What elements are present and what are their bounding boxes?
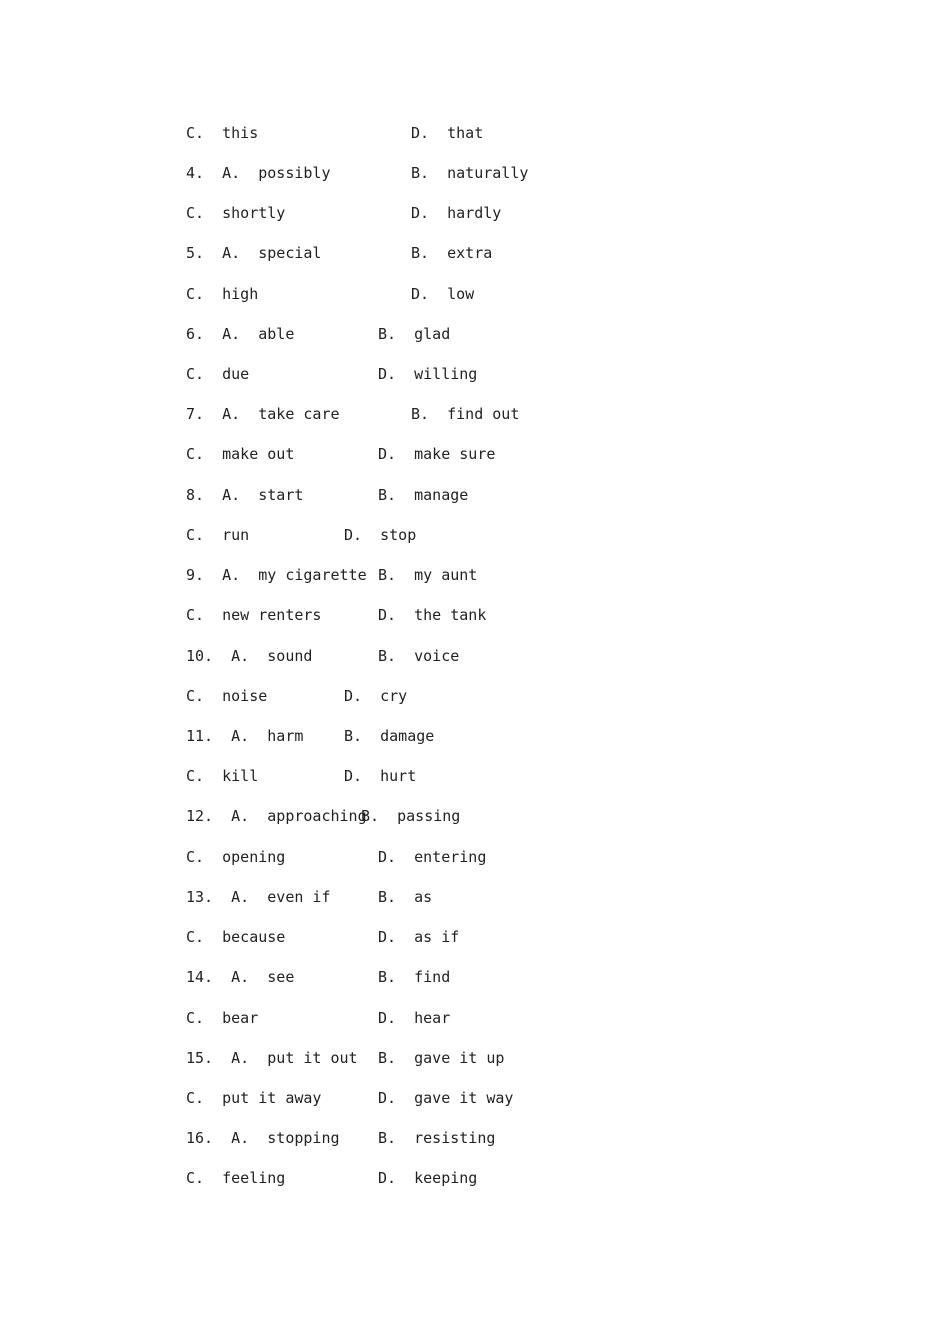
option-left: C. feeling (186, 1169, 286, 1187)
option-line-23 (186, 1008, 451, 1028)
option-line-21 (186, 927, 460, 947)
option-left: C. make out (186, 445, 295, 463)
option-right: B. find out (411, 405, 520, 423)
option-line-24 (186, 1048, 505, 1068)
option-right: B. damage (344, 727, 435, 745)
option-line-6 (186, 324, 451, 344)
option-right: B. manage (378, 486, 469, 504)
option-left: C. noise (186, 687, 268, 705)
option-line-19 (186, 847, 487, 867)
option-line-13 (186, 605, 487, 625)
option-left: 15. A. put it out (186, 1049, 358, 1067)
option-left: C. put it away (186, 1089, 322, 1107)
option-left: C. new renters (186, 606, 322, 624)
option-left: 9. A. my cigarette (186, 566, 367, 584)
option-line-9 (186, 444, 496, 464)
option-line-25 (186, 1088, 514, 1108)
option-right: B. naturally (411, 164, 529, 182)
option-left: 11. A. harm (186, 727, 304, 745)
option-line-27 (186, 1168, 478, 1188)
option-right: B. glad (378, 325, 451, 343)
option-right: D. cry (344, 687, 408, 705)
option-right: D. hardly (411, 204, 502, 222)
option-right: D. stop (344, 526, 417, 544)
option-right: B. as (378, 888, 433, 906)
option-left: 5. A. special (186, 244, 322, 262)
option-line-12 (186, 565, 478, 585)
option-right: D. willing (378, 365, 478, 383)
option-left: 16. A. stopping (186, 1129, 340, 1147)
option-left: C. kill (186, 767, 259, 785)
option-left: 6. A. able (186, 325, 295, 343)
option-line-16 (186, 726, 435, 746)
option-line-14 (186, 646, 460, 666)
option-line-22 (186, 967, 451, 987)
option-right: B. extra (411, 244, 493, 262)
option-left: 4. A. possibly (186, 164, 331, 182)
option-right: D. entering (378, 848, 487, 866)
option-line-26 (186, 1128, 496, 1148)
option-right: D. as if (378, 928, 460, 946)
option-right: B. resisting (378, 1129, 496, 1147)
option-right: D. make sure (378, 445, 496, 463)
option-right: D. keeping (378, 1169, 478, 1187)
option-left: C. shortly (186, 204, 286, 222)
option-line-11 (186, 525, 417, 545)
option-left: 14. A. see (186, 968, 295, 986)
option-line-2 (186, 163, 529, 183)
option-right: D. that (411, 124, 484, 142)
option-left: 13. A. even if (186, 888, 331, 906)
option-left: 7. A. take care (186, 405, 340, 423)
option-left: C. this (186, 124, 259, 142)
option-right: B. passing (361, 807, 461, 825)
option-left: C. bear (186, 1009, 259, 1027)
option-left: 10. A. sound (186, 647, 313, 665)
option-line-17 (186, 766, 417, 786)
option-right: D. gave it way (378, 1089, 514, 1107)
option-right: B. gave it up (378, 1049, 505, 1067)
option-left: C. because (186, 928, 286, 946)
option-right: D. the tank (378, 606, 487, 624)
option-line-4 (186, 243, 493, 263)
option-line-8 (186, 404, 520, 424)
option-line-7 (186, 364, 478, 384)
option-right: B. find (378, 968, 451, 986)
option-right: D. hurt (344, 767, 417, 785)
option-left: C. due (186, 365, 250, 383)
option-right: B. my aunt (378, 566, 478, 584)
option-left: 12. A. approaching (186, 807, 367, 825)
option-line-20 (186, 887, 433, 907)
option-left: 8. A. start (186, 486, 304, 504)
option-right: B. voice (378, 647, 460, 665)
option-line-3 (186, 203, 502, 223)
option-left: C. run (186, 526, 250, 544)
option-left: C. opening (186, 848, 286, 866)
option-line-15 (186, 686, 408, 706)
option-right: D. hear (378, 1009, 451, 1027)
option-left: C. high (186, 285, 259, 303)
option-line-10 (186, 485, 469, 505)
option-line-5 (186, 284, 475, 304)
option-line-18 (186, 806, 461, 826)
option-line-1 (186, 123, 484, 143)
option-right: D. low (411, 285, 475, 303)
